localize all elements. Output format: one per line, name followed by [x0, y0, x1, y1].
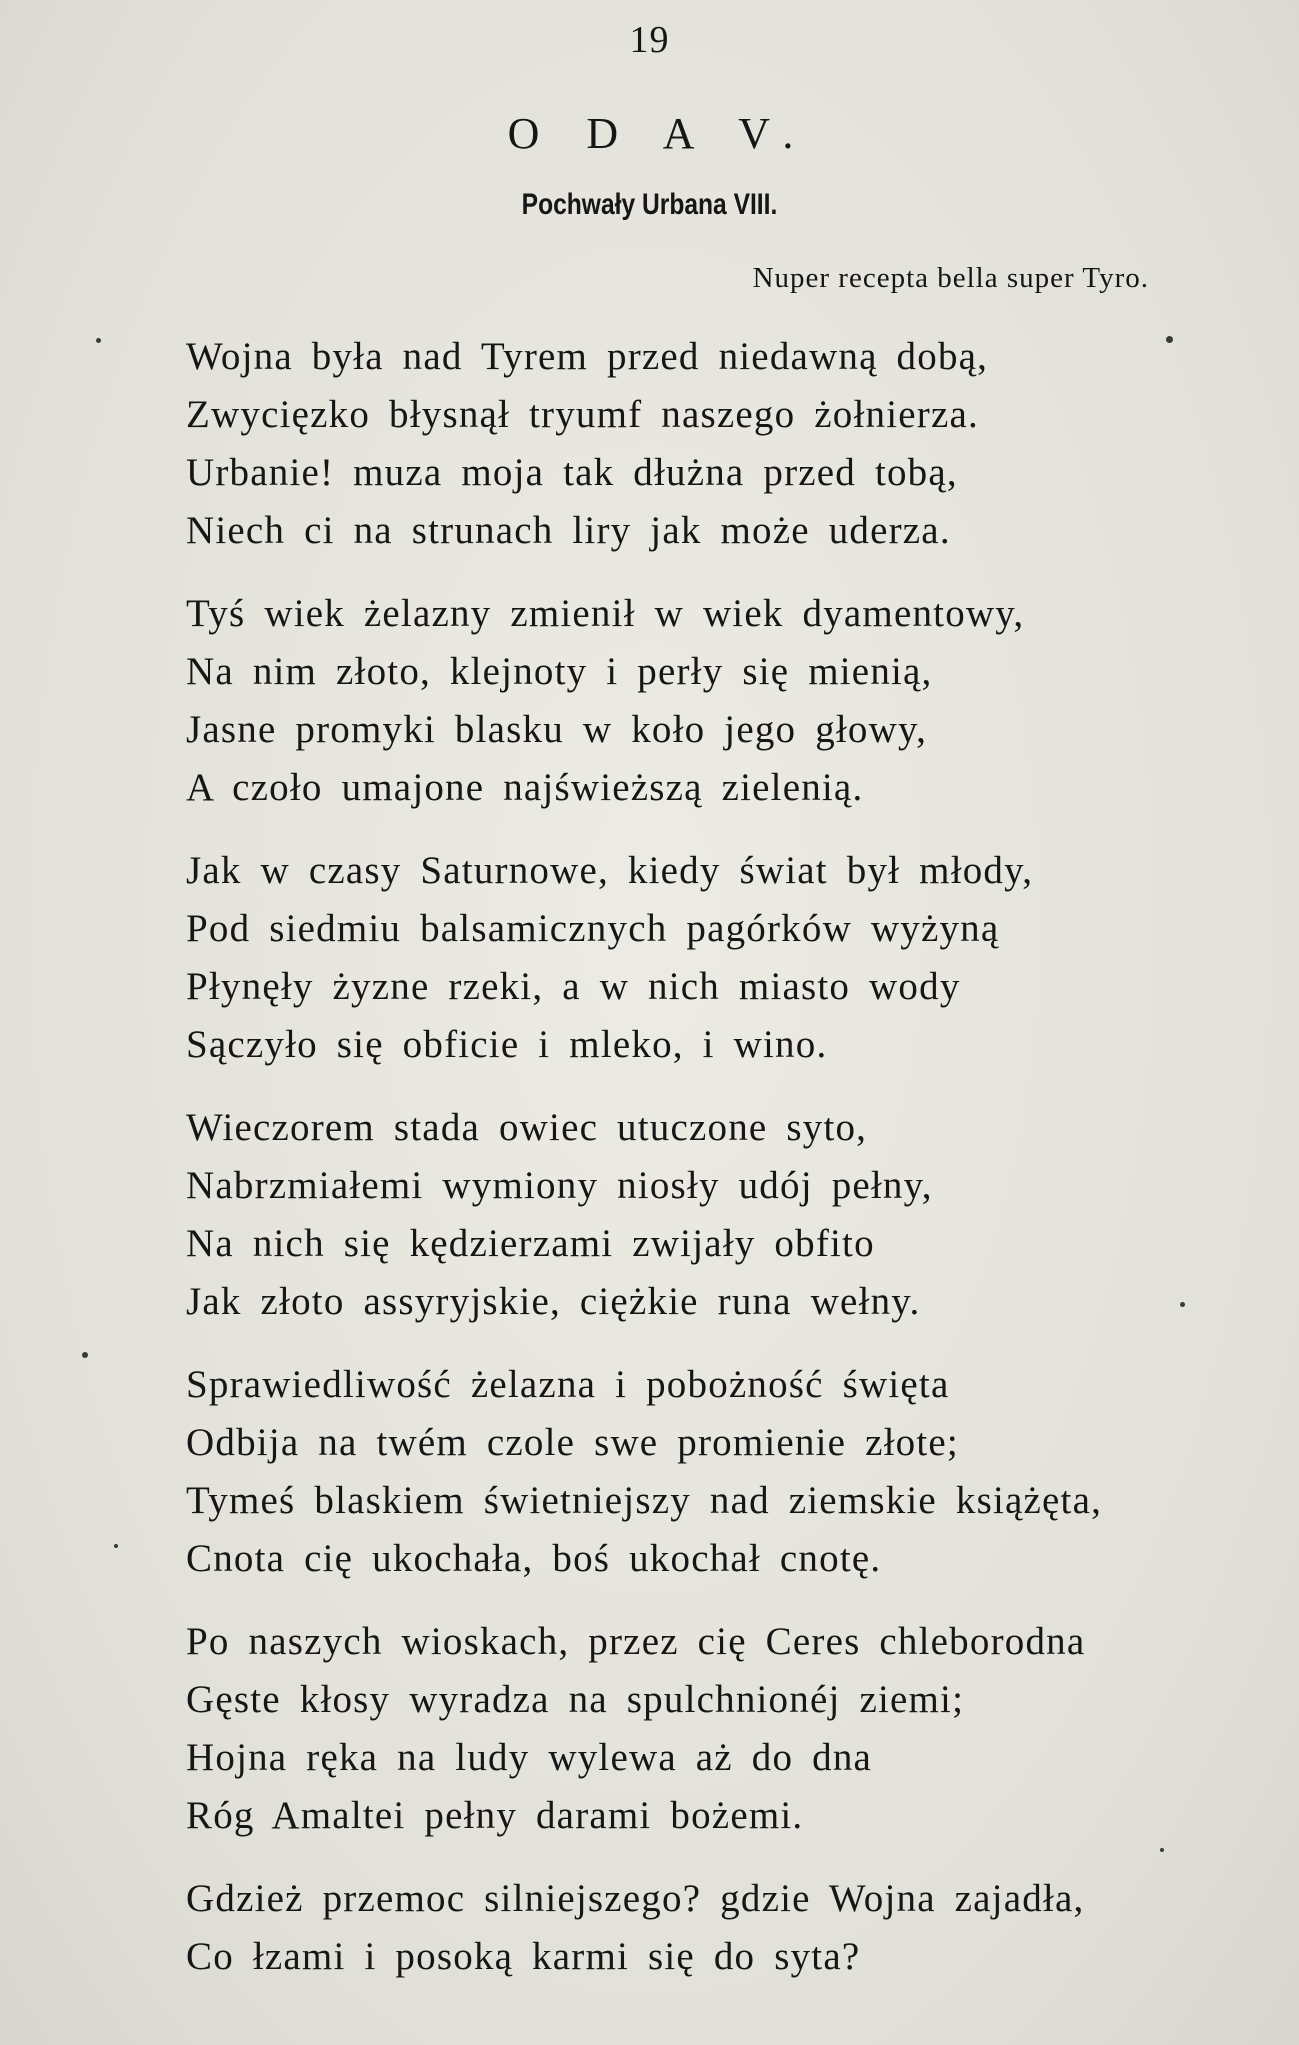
verse-line: Co łzami i posoką karmi się do syta?: [186, 1935, 861, 1978]
verse-line: Niech ci na strunach liry jak może uderza.: [186, 509, 951, 552]
verse-line: Gęste kłosy wyradza na spulchnionéj ziemi;: [186, 1678, 965, 1721]
stanza-1: [186, 328, 1226, 560]
stanza-4: [186, 1099, 1226, 1331]
verse-line: Płynęły żyzne rzeki, a w nich miasto wody: [186, 965, 961, 1008]
verse-line: Tyś wiek żelazny zmienił w wiek dyamentowy,: [186, 592, 1025, 635]
verse-line: Jak w czasy Saturnowe, kiedy świat był młody,: [186, 849, 1034, 892]
stanza-3: [186, 842, 1226, 1074]
paper-speck: [1166, 336, 1173, 343]
verse-line: Sprawiedliwość żelazna i pobożność święta: [186, 1363, 950, 1406]
verse-line: Nabrzmiałemi wymiony niosły udój pełny,: [186, 1164, 933, 1207]
verse-line: Wieczorem stada owiec utuczone syto,: [186, 1106, 868, 1149]
verse-line: Róg Amaltei pełny darami bożemi.: [186, 1794, 804, 1837]
ode-subtitle: Pochwały Urbana VIII.: [521, 188, 778, 221]
stanza-2: [186, 585, 1226, 817]
verse-line: Na nim złoto, klejnoty i perły się mienią,: [186, 650, 933, 693]
verse-line: Gdzież przemoc silniejszego? gdzie Wojna zajadła,: [186, 1877, 1085, 1920]
paper-speck: [1160, 1848, 1164, 1852]
verse-line: Hojna ręka na ludy wylewa aż do dna: [186, 1736, 873, 1779]
verse-line: Urbanie! muza moja tak dłużna przed tobą,: [186, 451, 958, 494]
verse-line: Tymeś blaskiem świetniejszy nad ziemskie książęta,: [186, 1479, 1103, 1522]
paper-speck: [96, 338, 101, 343]
verse-line: Cnota cię ukochała, boś ukochał cnotę.: [186, 1537, 882, 1580]
verse-line: Na nich się kędzierzami zwijały obfito: [186, 1222, 875, 1265]
latin-epigraph: Nuper recepta bella super Tyro.: [752, 262, 1149, 294]
page-number: 19: [629, 19, 670, 61]
verse-line: Pod siedmiu balsamicznych pagórków wyżyną: [186, 907, 1000, 950]
verse-line: A czoło umajone najświeższą zielenią.: [186, 766, 864, 809]
ode-title: O D A V.: [507, 109, 812, 158]
paper-speck: [114, 1544, 118, 1548]
paper-speck: [1180, 1302, 1185, 1307]
stanza-7: [186, 1870, 1226, 1986]
verse-line: Po naszych wioskach, przez cię Ceres chleborodna: [186, 1620, 1086, 1663]
verse-line: Jak złoto assyryjskie, ciężkie runa wełny.: [186, 1280, 921, 1323]
verse-line: Zwycięzko błysnął tryumf naszego żołnierza.: [186, 393, 979, 436]
verse-line: Sączyło się obficie i mleko, i wino.: [186, 1023, 828, 1066]
verse-line: Odbija na twém czole swe promienie złote;: [186, 1421, 959, 1464]
stanza-6: [186, 1613, 1226, 1845]
verse-line: Jasne promyki blasku w koło jego głowy,: [186, 708, 928, 751]
stanza-5: [186, 1356, 1226, 1588]
verse-line: Wojna była nad Tyrem przed niedawną dobą,: [186, 335, 989, 378]
poem-body: [186, 328, 1226, 2011]
paper-speck: [82, 1352, 88, 1358]
